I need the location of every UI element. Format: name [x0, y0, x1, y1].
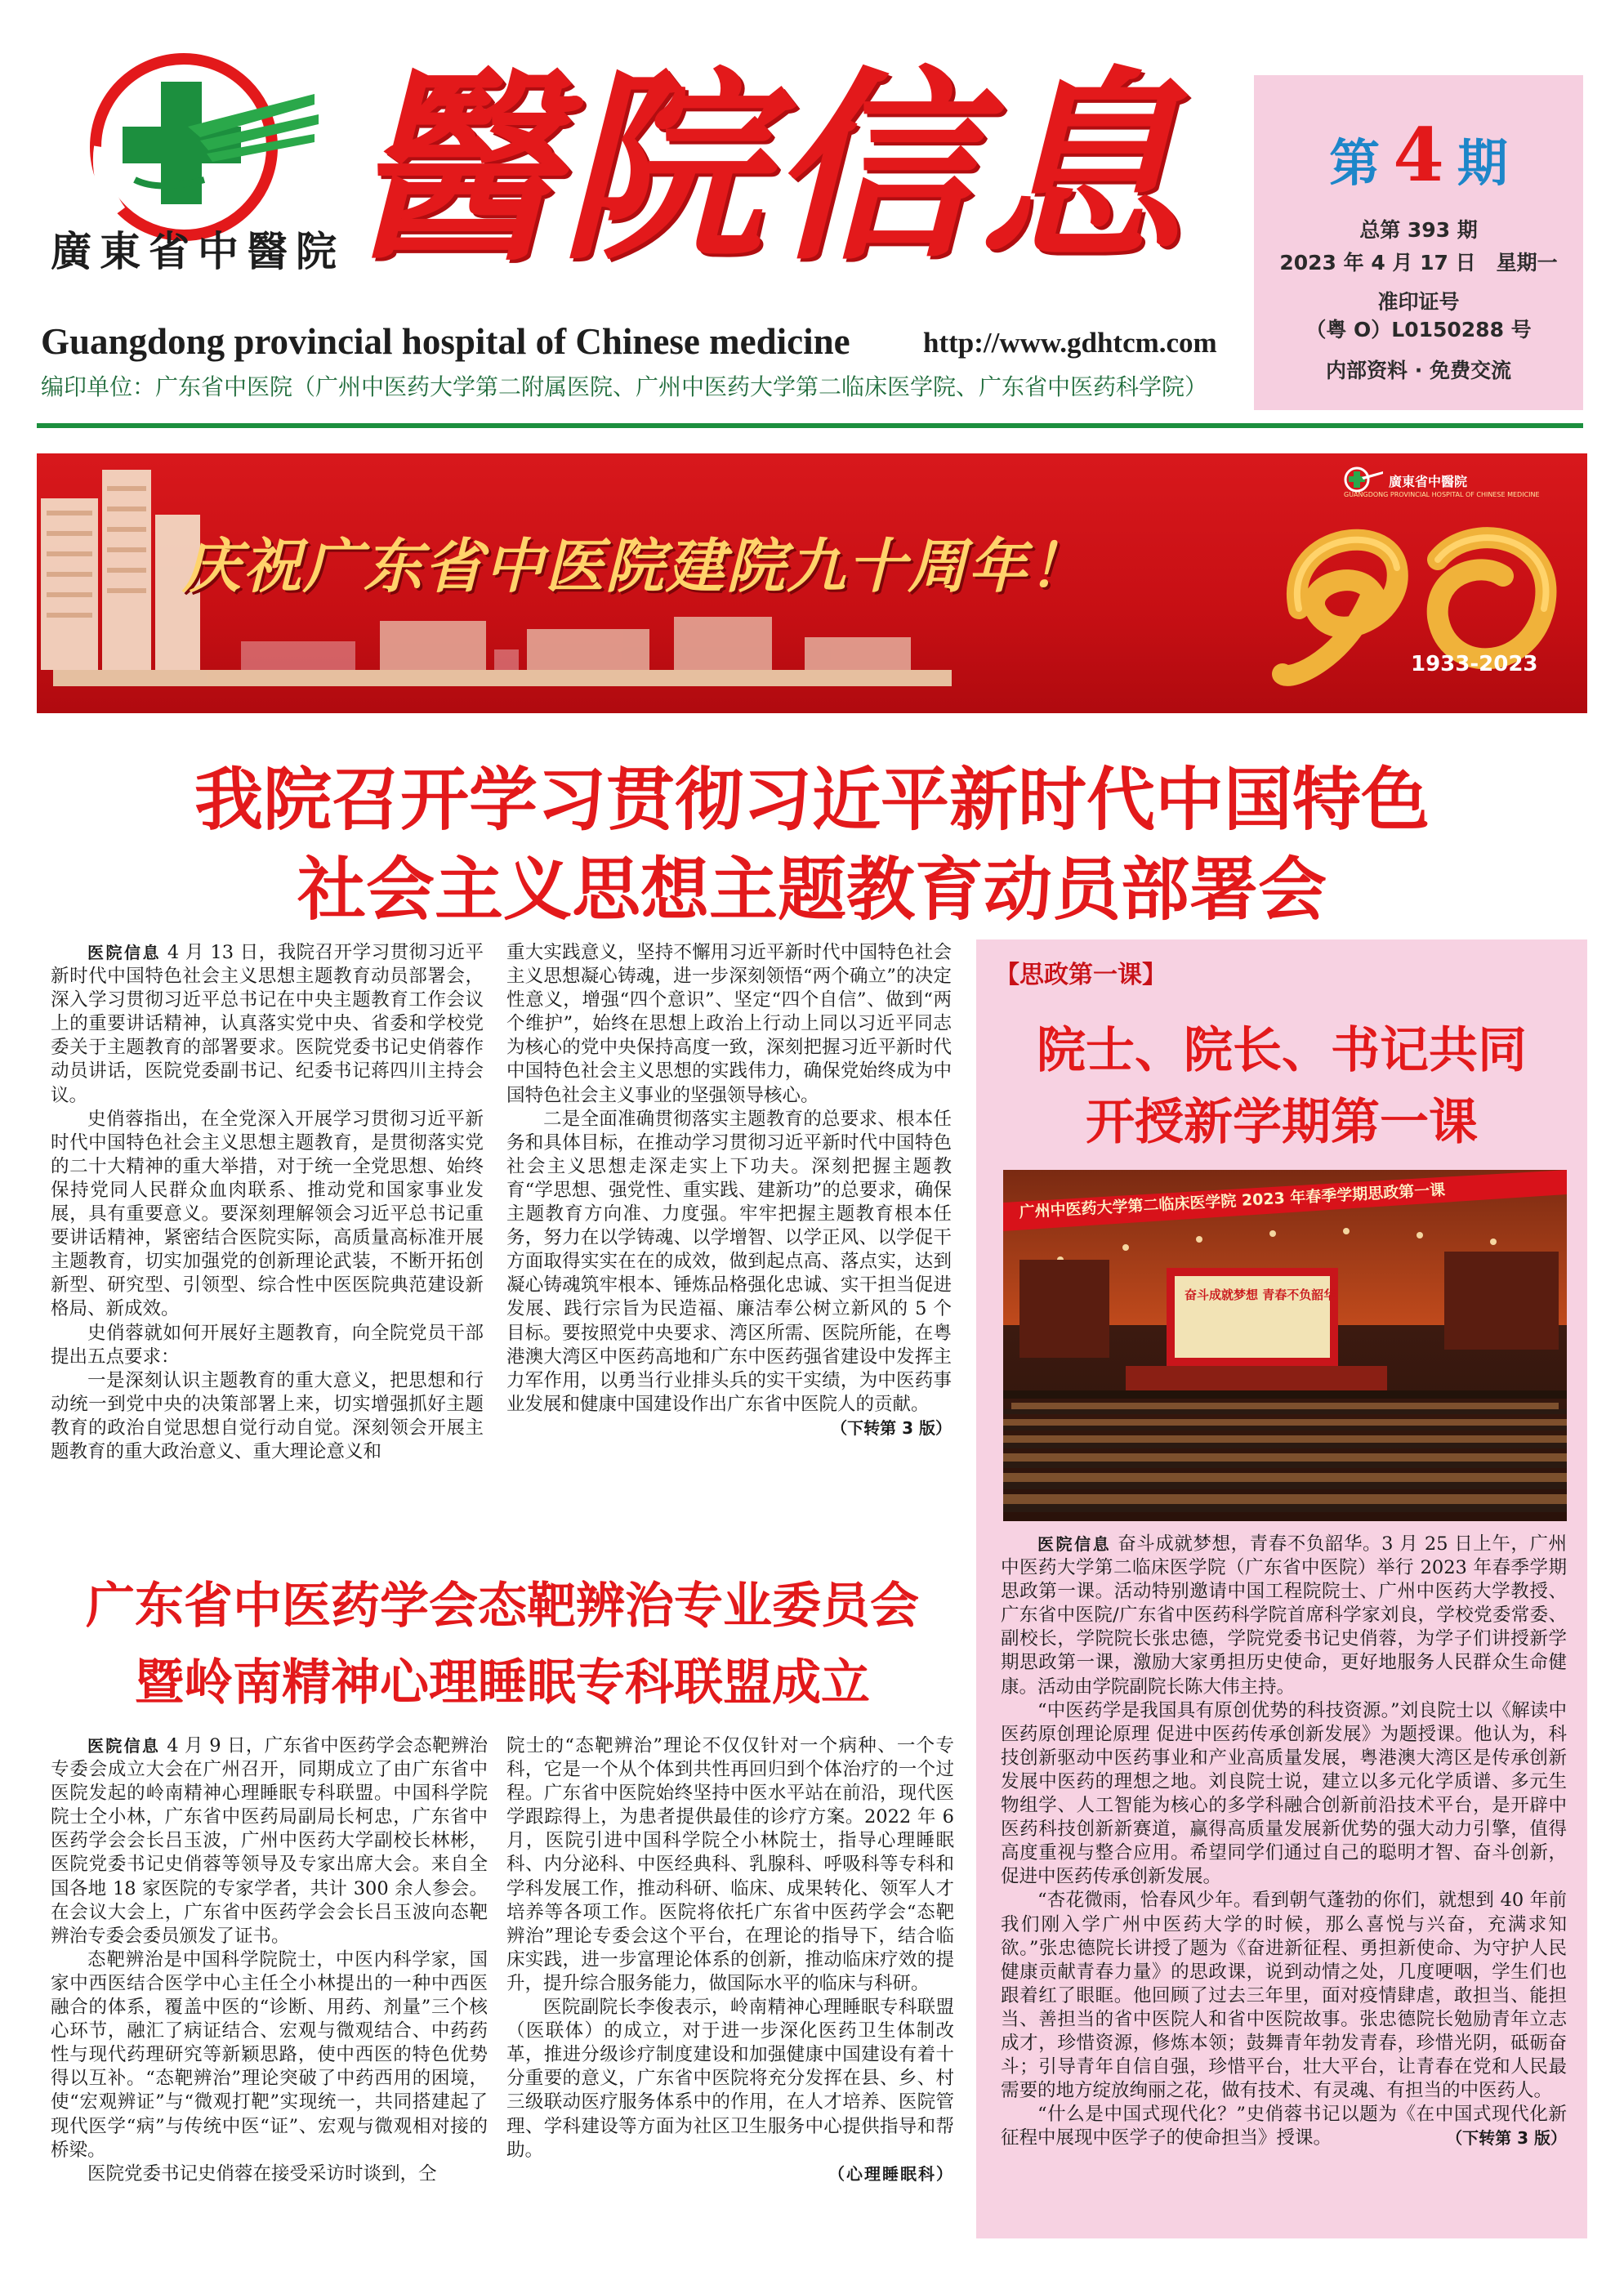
article2-paragraph: 医院副院长李俊表示，岭南精神心理睡眠专科联盟（医联体）的成立，对于进一步深化医药卫生体制改革，推进分级诊疗制度建设和加强健康中国建设有着十分重要的意义，广东省中医院将充分发挥在县、乡、村三级联动医疗服务体系中的作用，在人才培养、医院管理、学科建设等方面为社区卫生服务中心提供指导和帮助。 [506, 1997, 954, 2161]
article1-column2 [506, 941, 952, 1440]
article3-headline-line2: 开授新学期第一课 [1086, 1094, 1478, 1151]
issue-number [1254, 112, 1583, 199]
article3-body [1001, 1533, 1567, 2150]
masthead-char: 息 [979, 47, 1188, 288]
article1-continued-note: （下转第 3 版） [831, 1417, 952, 1438]
article2-paragraph: 院士的“态靶辨治”理论不仅仅针对一个病种、一个专科，它是一个从个体到共性再回归到个体治疗的一个过程。广东省中医院始终坚持中医水平站在前沿，现代医学跟踪得上，为患者提供最佳的诊疗方案。2022 年 6 月，医院引进中国科学院仝小林院士，指导心理睡眠科、内分泌科、中医经典科、乳腺科、呼吸科等专科和学科发展工作，推动科研、临床、成果转化、领军人才培养等各项工作。医院将依托广东省中医药学会“态靶辨治”理论专委会这个平台，在理论的指导下，结合临床实践，进一步富理论体系的创新，推动临床疗效的提升，提升综合服务能力，做国际水平的临床与科研。 [506, 1735, 954, 1994]
article3-lead-tag: 医院信息 [1037, 1534, 1112, 1554]
hospital-name-cn: 廣東省中醫院 [51, 227, 345, 275]
article3-paragraph: 奋斗成就梦想，青春不负韶华。3 月 25 日上午，广州中医药大学第二临床医学院（广东省中医院）举行 2023 年春季学期思政第一课。活动特别邀请中国工程院院士、广州中医药大学教授、广东省中医院/广东省中医药科学院首席科学家刘良，学校党委常委、副校长，学院院长张忠德，学院党委书记史俏蓉，为学子们讲授新学期思政第一课，激励大家勇担历史使命，更好地服务人民群众生命健康。活动由学院副院长陈大伟主持。 [1001, 1533, 1568, 1698]
article2-source: （心理睡眠科） [828, 2163, 954, 2184]
column-tag: 【思政第一课】 [995, 961, 1167, 989]
article1-column1 [51, 941, 484, 1464]
article2-column1 [51, 1734, 488, 2186]
article2-headline-line1: 广东省中医药学会态靶辨治专业委员会 [86, 1578, 919, 1635]
internal-note: 内部资料 · 免费交流 [1326, 359, 1511, 382]
article1-lead-tag: 医院信息 [87, 943, 161, 962]
editor-unit: 编印单位：广东省中医院（广州中医药大学第二附属医院、广州中医药大学第二临床医学院、广东省中医药科学院） [41, 373, 1208, 400]
main-headline-line1: 我院召开学习贯彻习近平新时代中国特色 [194, 760, 1430, 840]
anniversary-years: 1933-2023 [1411, 652, 1538, 676]
hospital-name-en: Guangdong provincial hospital of Chinese medicine [41, 321, 850, 362]
article2-paragraph: 医院党委书记史俏蓉在接受采访时谈到，仝 [87, 2162, 437, 2185]
issue-date: 2023 年 4 月 17 日 星期一 [1279, 251, 1558, 274]
anniversary-banner [37, 453, 1587, 713]
masthead-char: 信 [770, 47, 979, 288]
article1-paragraph: 二是全面准确贯彻落实主题教育的总要求、根本任务和具体目标，在推动学习贯彻习近平新时代中国特色社会主义思想走深走实上下功夫。深刻把握主题教育“学思想、强党性、重实践、建新功”的总要求，确保主题教育方向准、力度强。牢牢把握主题教育根本任务，努力在以学铸魂、以学增智、以学正风、以学促干方面取得实实在在的成效，做到起点高、落点实，达到凝心铸魂筑牢根本、锤炼品格强化忠诚、实干担当促进发展、践行宗旨为民造福、廉洁奉公树立新风的 5 个目标。要按照党中央要求、湾区所需、医院所能，在粤港澳大湾区中医药高地和广东中医药强省建设中发挥主力军作用，以勇当行业排头兵的实干实绩，为中医药事业发展和健康中国建设作出广东省中医院人的贡献。 [506, 1108, 952, 1415]
article3-paragraph: “杏花微雨，恰春风少年。看到朝气蓬勃的你们，就想到 40 年前我们刚入学广州中医药大学的时候，那么喜悦与兴奋，充满求知欲。”张忠德院长讲授了题为《奋进新征程、勇担新使命、为守护人民健康贡献青春力量》的思政课，说到动情之处，几度哽咽，学生们也跟着红了眼眶。他回顾了过去三年里，面对疫情肆虐，敢担当、能担当、善担当的省中医院人和省中医院故事。张忠德院长勉励青年立志成才，珍惜资源，修炼本领；鼓舞青年勃发青春，珍惜光阴，砥砺奋斗；引导青年自信自强，珍惜平台，壮大平台，让青春在党和人民最需要的地方绽放绚丽之花，做有技术、有灵魂、有担当的中医药人。 [1001, 1890, 1567, 2102]
article2-paragraph: 态靶辨治是中国科学院院士，中医内科学家，国家中西医结合医学中心主任仝小林提出的一种中西医融合的体系，覆盖中医的“诊断、用药、剂量”三个核心环节，融汇了病证结合、宏观与微观结合、中药药性与现代药理研究等新颖思路，使中西医的特色优势得以互补。“态靶辨治”理论突破了中药西用的困境，使“宏观辨证”与“微观打靶”实现统一，共同搭建起了现代医学“病”与传统中医“证”、宏观与微观相对接的桥梁。 [51, 1948, 488, 2161]
masthead-title [351, 45, 1234, 290]
article3-paragraph: “中医药学是我国具有原创优势的科技资源。”刘良院士以《解读中医药原创理论原理 促进中医药传承创新发展》为题授课。他认为，科技创新驱动中医药事业和产业高质量发展，粤港澳大湾区是传承创新发展中医药的理想之地。刘良院士说，建立以多元化学质谱、多元生物组学、人工智能为核心的多学科融合创新前沿技术平台，是开辟中医药科技创新新赛道，赢得高质量发展新优势的强大动力引擎，值得高度重视与整合应用。希望同学们通过自己的聪明才智、奋斗创新，促进中医药传承创新发展。 [1001, 1699, 1567, 1888]
article3-headline-line1: 院士、院长、书记共同 [1037, 1022, 1527, 1079]
masthead-char: 醫 [351, 47, 560, 288]
issue-total: 总第 393 期 [1359, 218, 1478, 242]
banner-slogan: 庆祝广东省中医院建院九十周年！ [182, 532, 1090, 600]
article2-lead-tag: 医院信息 [87, 1736, 161, 1756]
article2-headline-line2: 暨岭南精神心理睡眠专科联盟成立 [135, 1654, 870, 1712]
article1-paragraph: 史俏蓉就如何开展好主题教育，向全院党员干部提出五点要求： [51, 1322, 484, 1368]
article1-paragraph: 史俏蓉指出，在全党深入开展学习贯彻习近平新时代中国特色社会主义思想主题教育，是贯彻落实党的二十大精神的重大举措，对于统一全党思想、始终保持党同人民群众血肉联系、推动党和国家事业发展，具有重要意义。要深刻理解领会习近平总书记重要讲话精神，紧密结合医院实际，高质量高标准开展主题教育，切实加强党的创新理论武装，不断开拓创新型、研究型、引领型、综合性中医医院典范建设新格局、新成效。 [51, 1108, 484, 1320]
permit-number: （粤 O）L0150288 号 [1305, 318, 1532, 341]
main-headline-line2: 社会主义思想主题教育动员部署会 [297, 850, 1327, 930]
photo-screen-text: 广州中医药大学第二临床医学院 2023 年春季学期思政第一课 [1019, 1180, 1446, 1221]
article1-paragraph: 重大实践意义，坚持不懈用习近平新时代中国特色社会主义思想凝心铸魂，进一步深刻领悟“两个确立”的决定性意义，增强“四个意识”、坚定“四个自信”、做到“两个维护”，始终在思想上政治上行动上同以习近平同志为核心的党中央保持高度一致，深刻把握习近平新时代中国特色社会主义思想的实践伟力，确保党始终成为中国特色社会主义事业的坚强领导核心。 [506, 942, 952, 1106]
lecture-hall-illustration [1003, 1170, 1567, 1521]
issue-prefix: 第 [1329, 133, 1381, 193]
article3-paragraph: “什么是中国式现代化？”史俏蓉书记以题为《在中国式现代化新征程中展现中医学子的使命担当》授课。 [1001, 2104, 1567, 2149]
article2-paragraph: 4 月 9 日，广东省中医药学会态靶辨治专委会成立大会在广州召开，同期成立了由广东省中医院发起的岭南精神心理睡眠专科联盟。中国科学院院士仝小林，广东省中医药局副局长柯忠，广东省中医药学会会长吕玉波，广州中医药大学副校长林彬，医院党委书记史俏蓉等领导及专家出席大会。来自全国各地 18 家医院的专家学者，共计 300 余人参会。在会议大会上，广东省中医药学会会长吕玉波向态靶辨治专委会委员颁发了证书。 [51, 1735, 489, 1947]
issue-num: 4 [1393, 112, 1444, 199]
permit-label: 准印证号 [1377, 290, 1460, 314]
masthead-divider [37, 423, 1583, 428]
article2-column2 [506, 1734, 954, 2186]
photo-slide-text: 奋斗成就梦想 青春不负韶华 [1185, 1288, 1336, 1302]
masthead-char: 院 [560, 47, 770, 288]
article1-paragraph: 4 月 13 日，我院召开学习贯彻习近平新时代中国特色社会主义思想主题教育动员部署会，深入学习贯彻习近平总书记在中央主题教育工作会议上的重要讲话精神，认真落实党中央、省委和学校党委关于主题教育的部署要求。医院党委书记史俏蓉作动员讲话，医院党委副书记、纪委书记蒋四川主持会议。 [51, 942, 484, 1106]
lecture-hall-photo [1003, 1170, 1567, 1521]
issue-info-box [1254, 75, 1583, 410]
banner-logo-text: 廣東省中醫院 [1389, 474, 1468, 489]
website-link[interactable]: http://www.gdhtcm.com [923, 327, 1217, 359]
article3-continued-note: （下转第 3 版） [1446, 2128, 1567, 2149]
article1-paragraph: 一是深刻认识主题教育的重大意义，把思想和行动统一到党中央的决策部署上来，切实增强抓好主题教育的政治自觉思想自觉行动自觉。深刻领会开展主题教育的重大政治意义、重大理论意义和 [51, 1369, 484, 1462]
banner-logo-subtitle: GUANGDONG PROVINCIAL HOSPITAL OF CHINESE MEDICINE [1344, 491, 1540, 498]
issue-suffix: 期 [1457, 133, 1508, 193]
